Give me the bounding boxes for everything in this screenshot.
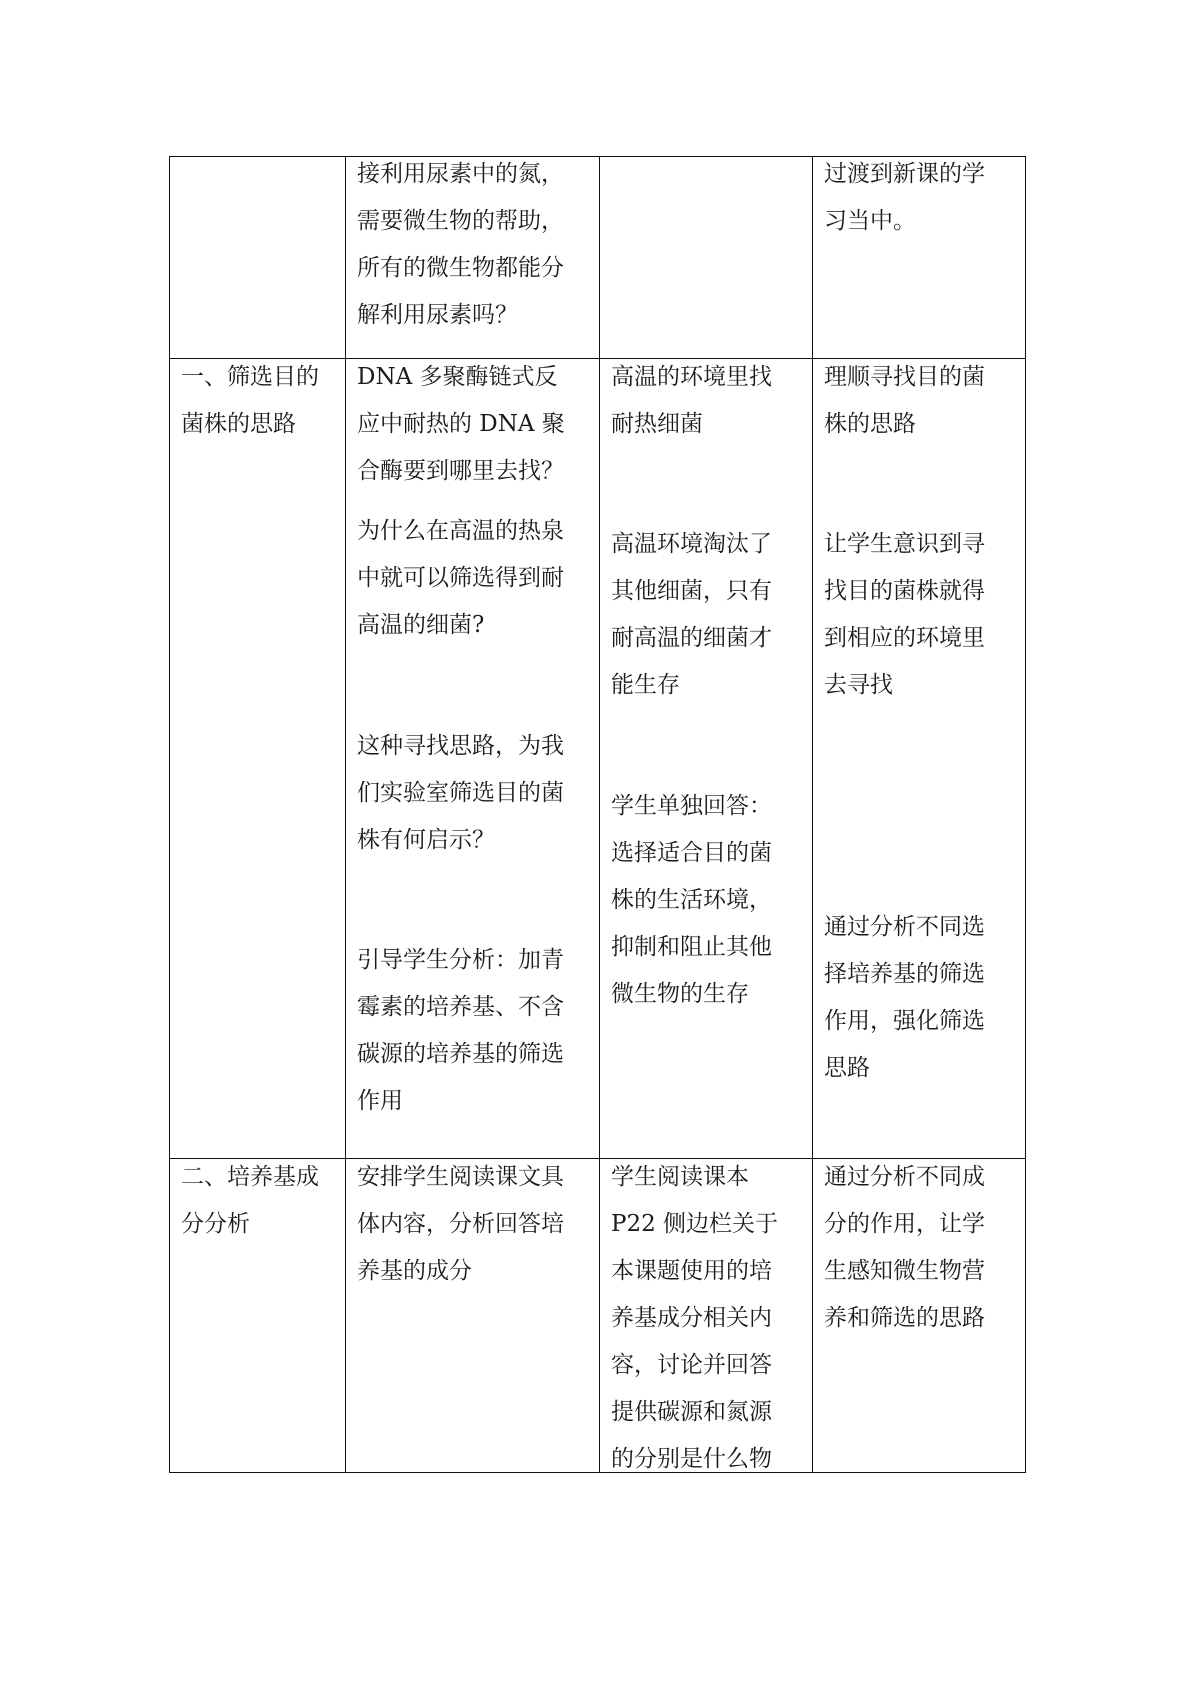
student-paragraph xyxy=(611,783,810,1018)
text-line: 株有何启示？ xyxy=(357,827,495,853)
text-line: 通过分析不同成 xyxy=(824,1164,985,1190)
text-line: 学生单独回答： xyxy=(611,793,772,819)
teacher-paragraph xyxy=(357,508,597,649)
student-paragraph xyxy=(611,1154,810,1483)
text-line: 分分析 xyxy=(181,1211,250,1237)
intent-paragraph xyxy=(824,1154,1024,1342)
stage-title xyxy=(181,1154,343,1248)
text-line: 接利用尿素中的氮， xyxy=(357,161,564,187)
text-line: 养基成分相关内 xyxy=(611,1305,772,1331)
text-line: 过渡到新课的学 xyxy=(824,161,985,187)
cell-row3-student xyxy=(599,1158,812,1473)
text-line: 其他细菌，只有 xyxy=(611,578,772,604)
text-line: 们实验室筛选目的菌 xyxy=(357,780,564,806)
text-line: 二、培养基成 xyxy=(181,1164,319,1190)
text-line: 高温的环境里找 xyxy=(611,364,772,390)
text-line: 高温的细菌? xyxy=(357,612,485,638)
text-line: 中就可以筛选得到耐 xyxy=(357,565,564,591)
cell-row2-stage xyxy=(169,358,345,1158)
text-line: 作用 xyxy=(357,1088,403,1114)
cell-row1-teacher xyxy=(345,156,599,358)
text-line: 去寻找 xyxy=(824,672,893,698)
text-line: 养和筛选的思路 xyxy=(824,1305,985,1331)
text-line: 习当中。 xyxy=(824,208,916,234)
teacher-paragraph xyxy=(357,937,597,1125)
text-line: 生感知微生物营 xyxy=(824,1258,985,1284)
text-line: 抑制和阻止其他 xyxy=(611,934,772,960)
student-paragraph xyxy=(611,354,810,448)
text-line: 耐高温的细菌才 xyxy=(611,625,772,651)
stage-title xyxy=(181,354,343,448)
text-line: 容，讨论并回答 xyxy=(611,1352,772,1378)
text-line: 作用，强化筛选 xyxy=(824,1008,985,1034)
lesson-plan-table xyxy=(169,156,1026,1473)
text-line: 解利用尿素吗？ xyxy=(357,302,518,328)
cell-row2-student xyxy=(599,358,812,1158)
text-line: 霉素的培养基、不含 xyxy=(357,994,564,1020)
teacher-paragraph xyxy=(357,1154,597,1295)
text-line: 株的思路 xyxy=(824,411,916,437)
text-line: 的分别是什么物 xyxy=(611,1446,772,1472)
teacher-paragraph xyxy=(357,151,597,339)
text-line: 分的作用，让学 xyxy=(824,1211,985,1237)
text-line: 耐热细菌 xyxy=(611,411,703,437)
text-line: 到相应的环境里 xyxy=(824,625,985,651)
text-line: 这种寻找思路，为我 xyxy=(357,733,564,759)
text-line: 学生阅读课本 xyxy=(611,1164,749,1190)
intent-paragraph xyxy=(824,151,1024,245)
text-line: DNA 多聚酶链式反 xyxy=(357,364,558,390)
cell-row3-stage xyxy=(169,1158,345,1473)
text-line: 提供碳源和氮源 xyxy=(611,1399,772,1425)
cell-row3-intent xyxy=(812,1158,1026,1473)
text-line: 株的生活环境， xyxy=(611,887,772,913)
text-line: 通过分析不同选 xyxy=(824,914,985,940)
cell-row2-teacher xyxy=(345,358,599,1158)
text-line: 一、筛选目的 xyxy=(181,364,319,390)
text-line: 思路 xyxy=(824,1055,870,1081)
text-line: 碳源的培养基的筛选 xyxy=(357,1041,564,1067)
intent-paragraph xyxy=(824,521,1024,709)
text-line: 能生存 xyxy=(611,672,680,698)
text-line: 选择适合目的菌 xyxy=(611,840,772,866)
text-line: 择培养基的筛选 xyxy=(824,961,985,987)
cell-row2-intent xyxy=(812,358,1026,1158)
text-line: 安排学生阅读课文具 xyxy=(357,1164,564,1190)
text-line: 需要微生物的帮助， xyxy=(357,208,564,234)
teacher-paragraph xyxy=(357,723,597,864)
text-line: P22 侧边栏关于 xyxy=(611,1211,779,1237)
cell-row3-teacher xyxy=(345,1158,599,1473)
intent-paragraph xyxy=(824,354,1024,448)
text-line: 高温环境淘汰了 xyxy=(611,531,772,557)
text-line: 让学生意识到寻 xyxy=(824,531,985,557)
text-line: 菌株的思路 xyxy=(181,411,296,437)
teacher-paragraph xyxy=(357,354,597,495)
text-line: 引导学生分析：加青 xyxy=(357,947,564,973)
text-line: 合酶要到哪里去找？ xyxy=(357,458,564,484)
text-line: 本课题使用的培 xyxy=(611,1258,772,1284)
text-line: 应中耐热的 DNA 聚 xyxy=(357,411,565,437)
text-line: 为什么在高温的热泉 xyxy=(357,518,564,544)
text-line: 理顺寻找目的菌 xyxy=(824,364,985,390)
cell-row1-intent xyxy=(812,156,1026,358)
text-line: 体内容，分析回答培 xyxy=(357,1211,564,1237)
cell-row1-stage xyxy=(169,156,345,358)
text-line: 养基的成分 xyxy=(357,1258,472,1284)
text-line: 微生物的生存 xyxy=(611,981,749,1007)
text-line: 所有的微生物都能分 xyxy=(357,255,564,281)
text-line: 找目的菌株就得 xyxy=(824,578,985,604)
intent-paragraph xyxy=(824,904,1024,1092)
cell-row1-student xyxy=(599,156,812,358)
student-paragraph xyxy=(611,521,810,709)
